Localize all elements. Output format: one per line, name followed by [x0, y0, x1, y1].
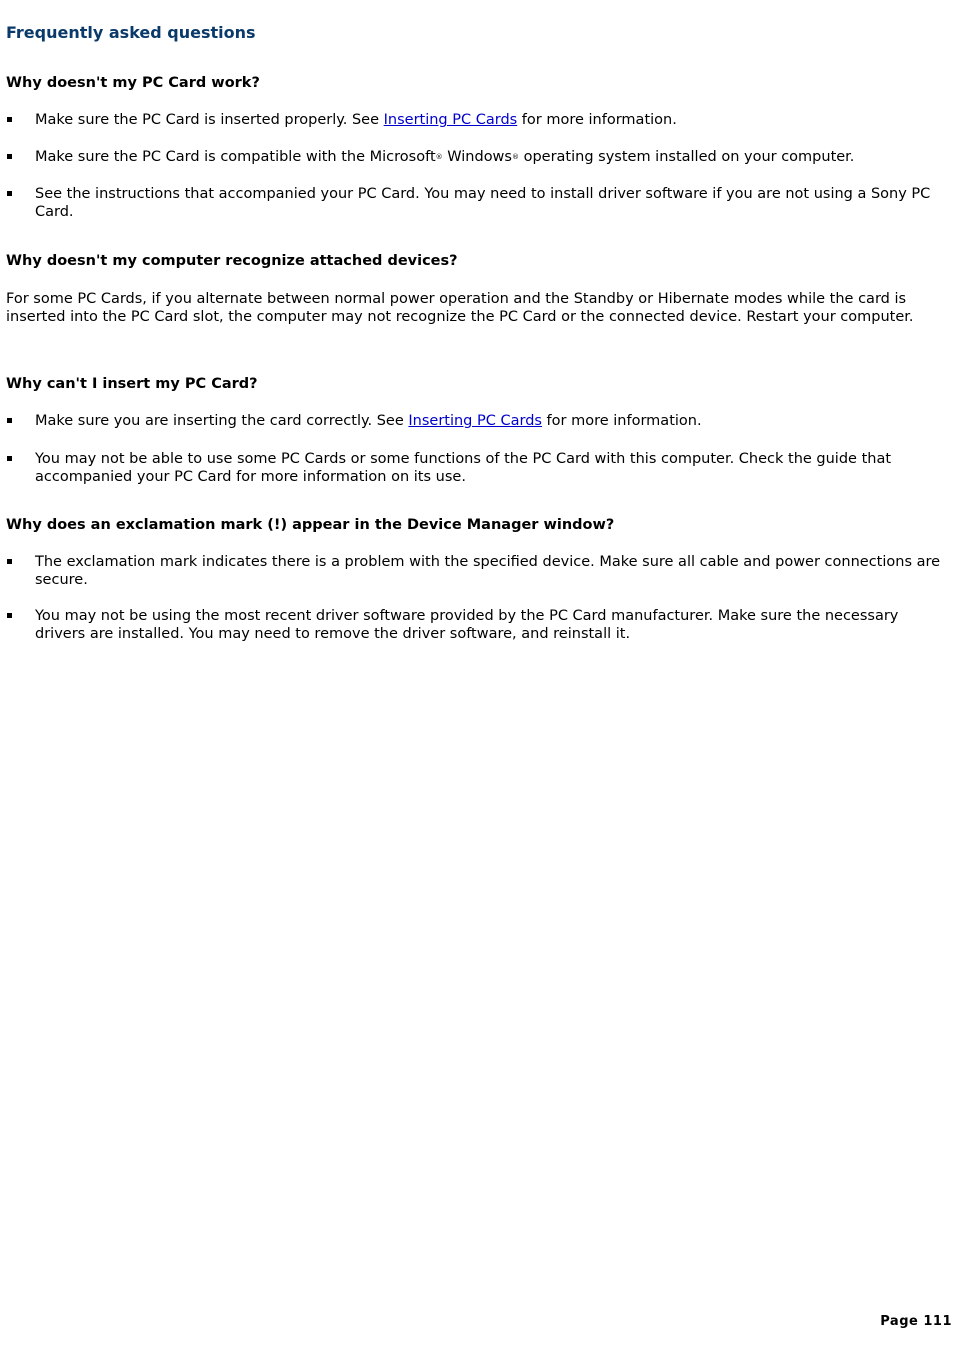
- question-heading-exclamation-mark: Why does an exclamation mark (!) appear in the Device Manager window?: [6, 517, 615, 533]
- answer-list-insert-card: [6, 412, 941, 486]
- answer-list-pc-card-work: [6, 111, 941, 221]
- page-title: Frequently asked questions: [6, 23, 256, 42]
- question-heading-pc-card-work: Why doesn't my PC Card work?: [6, 75, 260, 91]
- bullet-square-icon: [7, 559, 12, 564]
- registered-mark: ®: [511, 153, 519, 161]
- bullet-square-icon: [7, 613, 12, 618]
- inserting-pc-cards-link[interactable]: Inserting PC Cards: [408, 413, 542, 429]
- bullet-square-icon: [7, 418, 12, 423]
- list-item: See the instructions that accompanied your PC Card. You may need to install driver software if you are not using a Sony PC Card.: [6, 185, 941, 221]
- bullet-square-icon: [7, 191, 12, 196]
- bullet-square-icon: [7, 117, 12, 122]
- bullet-square-icon: [7, 456, 12, 461]
- list-item: Make sure the PC Card is compatible with the Microsoft® Windows® operating system installed on your computer.: [6, 148, 941, 166]
- answer-paragraph-recognize-devices: For some PC Cards, if you alternate between normal power operation and the Standby or Hibernate modes while the card is inserted into the PC Card slot, the computer may not recognize the PC Card or the connected device. Restart your computer.: [6, 291, 914, 325]
- answer-list-exclamation-mark: [6, 553, 941, 643]
- registered-mark: ®: [435, 153, 443, 161]
- bullet-square-icon: [7, 154, 12, 159]
- list-item: The exclamation mark indicates there is a problem with the specified device. Make sure all cable and power connections are secure.: [6, 553, 941, 589]
- list-item: Make sure you are inserting the card correctly. See Inserting PC Cards for more information.: [6, 412, 941, 430]
- inserting-pc-cards-link[interactable]: Inserting PC Cards: [383, 112, 518, 128]
- question-heading-recognize-devices: Why doesn't my computer recognize attached devices?: [6, 253, 458, 269]
- question-heading-insert-card: Why can't I insert my PC Card?: [6, 376, 258, 392]
- list-item: Make sure the PC Card is inserted properly. See Inserting PC Cards for more information.: [6, 111, 941, 129]
- list-item: You may not be able to use some PC Cards or some functions of the PC Card with this computer. Check the guide that accompanied your PC Card for more information on its use.: [6, 450, 941, 486]
- list-item: You may not be using the most recent driver software provided by the PC Card manufacturer. Make sure the necessary drivers are installed. You may need to remove the driver software, and reinstall it.: [6, 607, 941, 643]
- page-number: Page 111: [880, 1314, 952, 1329]
